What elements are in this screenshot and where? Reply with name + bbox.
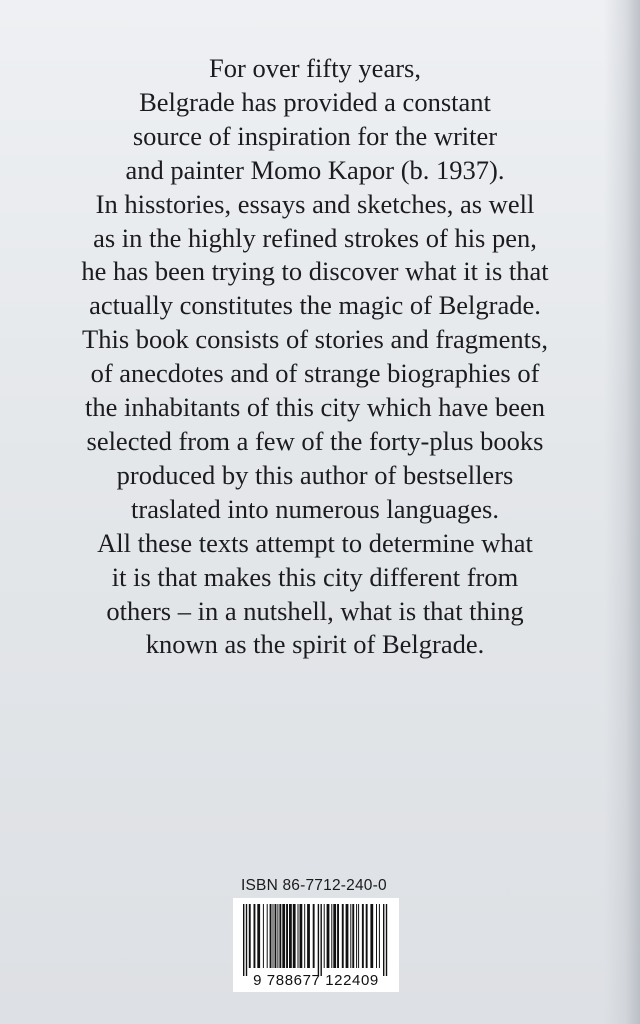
blurb-line: source of inspiration for the writer xyxy=(132,120,498,151)
barcode-bar xyxy=(254,904,256,968)
barcode-bar xyxy=(304,904,305,968)
blurb-line: selected from a few of the forty-plus books xyxy=(86,425,544,456)
barcode-bar xyxy=(275,904,277,968)
blurb-line: known as the spirit of Belgrade. xyxy=(145,629,485,660)
blurb-line: produced by this author of bestsellers xyxy=(116,459,514,490)
barcode-bar xyxy=(273,904,274,968)
blurb-line: All these texts attempt to determine what xyxy=(97,527,533,558)
barcode-bar xyxy=(282,904,285,968)
barcode-bar xyxy=(293,904,296,968)
barcode-bar xyxy=(386,904,387,976)
barcode-bar xyxy=(279,904,281,968)
isbn-label: ISBN 86-7712-240-0 xyxy=(241,877,387,894)
blurb-text xyxy=(20,52,610,662)
barcode-bar xyxy=(352,904,354,968)
barcode-bar xyxy=(324,904,325,968)
barcode-bar xyxy=(337,904,339,968)
blurb-line: This book consists of stories and fragments, xyxy=(82,324,548,355)
barcode-bar xyxy=(327,904,330,968)
barcode-bar xyxy=(286,904,288,968)
blurb-line: traslated into numerous languages. xyxy=(131,493,499,524)
barcode-bar xyxy=(277,904,278,968)
barcode-bar xyxy=(300,904,303,968)
barcode-bar xyxy=(370,904,373,968)
blurb-line: as in the highly refined strokes of his pen, xyxy=(93,222,537,253)
barcode-bar xyxy=(350,904,351,968)
blurb-line: he has been trying to discover what it is that xyxy=(81,256,549,287)
barcode-bar xyxy=(298,904,299,968)
barcode-bar xyxy=(379,904,380,968)
barcode-bar xyxy=(289,904,292,968)
barcode-bar xyxy=(249,904,251,968)
blurb-line: the inhabitants of this city which have been xyxy=(85,392,545,423)
blurb-line: of anecdotes and of strange biographies of xyxy=(90,358,540,389)
barcode-bar xyxy=(342,904,344,968)
barcode-bar xyxy=(263,904,264,968)
barcode-bar xyxy=(313,904,315,968)
barcode-bar xyxy=(243,904,244,976)
barcode-bar xyxy=(383,904,384,976)
blurb-line: others – in a nutshell, what is that thing xyxy=(106,595,524,626)
barcode-bar xyxy=(346,904,349,968)
barcode-bar xyxy=(333,904,336,968)
barcode-bar xyxy=(246,904,247,976)
barcode-bar xyxy=(358,904,359,968)
barcode-number: 9 788677 122409 xyxy=(253,972,379,989)
barcode-bar xyxy=(267,904,268,968)
barcode-bar xyxy=(376,904,377,968)
barcode-bar xyxy=(362,904,364,968)
blurb-line: and painter Momo Kapor (b. 1937). xyxy=(125,154,505,185)
barcode-bar xyxy=(307,904,310,968)
barcode-bar xyxy=(366,904,368,968)
barcode-bar xyxy=(318,904,319,976)
blurb-line: it is that makes this city different from xyxy=(111,561,519,592)
blurb-line: Belgrade has provided a constant xyxy=(139,86,491,117)
barcode-bar xyxy=(321,904,322,976)
barcode-bar xyxy=(331,904,332,968)
barcode-bar xyxy=(270,904,272,968)
barcode-bar xyxy=(356,904,357,968)
blurb-line: In hisstories, essays and sketches, as well xyxy=(95,188,535,219)
blurb-line: For over fifty years, xyxy=(209,53,421,83)
barcode-bar xyxy=(257,904,260,968)
blurb-line: actually constitutes the magic of Belgrade. xyxy=(89,290,541,321)
